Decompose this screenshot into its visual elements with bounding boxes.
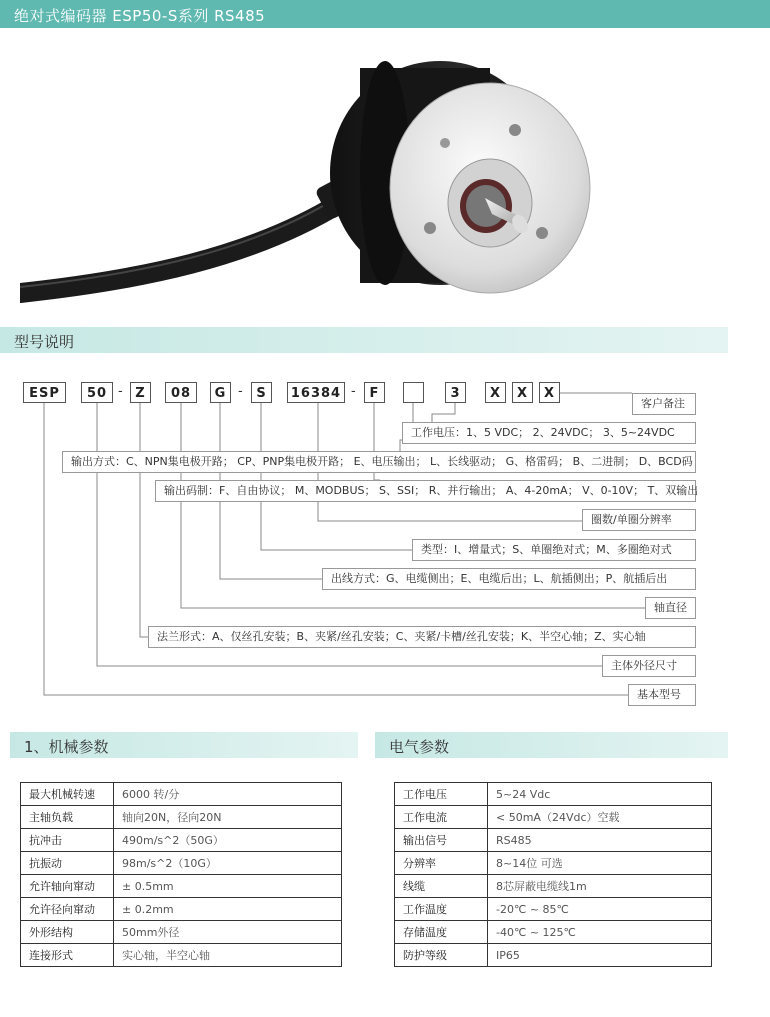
param-value: 98m/s^2（10G） [114,852,342,875]
table-row [21,944,342,967]
model-section-title: 型号说明 [14,333,75,351]
param-name: 工作电流 [395,806,488,829]
param-value: < 50mA（24Vdc）空载 [488,806,712,829]
param-name: 分辨率 [395,852,488,875]
param-name: 防护等级 [395,944,488,967]
param-value: 6000 转/分 [114,783,342,806]
table-row [395,829,712,852]
code-box-remark-1: X [485,382,506,403]
table-row [21,852,342,875]
param-value: 5~24 Vdc [488,783,712,806]
mechanical-table [20,782,342,967]
code-box-cable: G [210,382,231,403]
param-value: 8芯屏蔽电缆线1m [488,875,712,898]
label-diameter: 主体外径尺寸 [602,655,696,677]
electrical-table [394,782,712,967]
table-row [395,875,712,898]
param-name: 工作电压 [395,783,488,806]
table-row [21,875,342,898]
param-name: 工作温度 [395,898,488,921]
param-value: 8~14位 可选 [488,852,712,875]
code-box-flange: Z [130,382,151,403]
param-name: 输出信号 [395,829,488,852]
param-value: 实心轴，半空心轴 [114,944,342,967]
param-value: RS485 [488,829,712,852]
label-flange: 法兰形式：A、仅丝孔安装；B、夹紧/丝孔安装；C、夹紧/卡槽/丝孔安装；K、半空心轴；Z、实心轴 [148,626,696,648]
param-name: 连接形式 [21,944,114,967]
param-value: -40℃ ~ 125℃ [488,921,712,944]
param-name: 线缆 [395,875,488,898]
code-box-voltage: 3 [445,382,466,403]
code-box-output-code: F [364,382,385,403]
code-dash: - [118,384,123,399]
table-row [395,944,712,967]
param-name: 允许轴向窜动 [21,875,114,898]
code-box-shaft: 08 [165,382,197,403]
param-value: 50mm外径 [114,921,342,944]
table-row [395,898,712,921]
param-name: 抗冲击 [21,829,114,852]
code-box-resolution: 16384 [287,382,345,403]
code-box-type: S [251,382,272,403]
code-box-remark-2: X [512,382,533,403]
label-resolution: 圈数/单圈分辨率 [582,509,696,531]
param-name: 允许径向窜动 [21,898,114,921]
code-dash: - [351,384,356,399]
label-voltage: 工作电压：1、5 VDC； 2、24VDC； 3、5~24VDC [402,422,696,444]
table-row [21,829,342,852]
param-name: 抗振动 [21,852,114,875]
label-shaft: 轴直径 [645,597,696,619]
table-row [395,852,712,875]
electrical-section-title: 电气参数 [389,738,450,756]
table-row [395,921,712,944]
param-value: ± 0.5mm [114,875,342,898]
mechanical-section-header [10,732,358,758]
table-row [395,783,712,806]
code-dash: - [238,384,243,399]
electrical-section-header [375,732,728,758]
param-value: IP65 [488,944,712,967]
label-base: 基本型号 [628,684,696,706]
table-row [21,806,342,829]
label-output-code: 输出码制：F、自由协议； M、MODBUS； S、SSI； R、并行输出； A、4-20mA； V、0-10V； T、双输出 [155,480,696,502]
label-remark: 客户备注 [632,393,696,415]
param-name: 外形结构 [21,921,114,944]
label-output-mode: 输出方式：C、NPN集电极开路； CP、PNP集电极开路； E、电压输出； L、长线驱动； G、格雷码； B、二进制； D、BCD码 [62,451,696,473]
table-row [21,898,342,921]
param-name: 主轴负载 [21,806,114,829]
param-value: -20℃ ~ 85℃ [488,898,712,921]
mechanical-section-title: 1、机械参数 [24,738,109,756]
page-title: 绝对式编码器 ESP50-S系列 RS485 [14,7,266,25]
param-name: 最大机械转速 [21,783,114,806]
code-box-diameter: 50 [81,382,113,403]
table-row [21,783,342,806]
param-value: 轴向20N，径向20N [114,806,342,829]
table-row [395,806,712,829]
param-value: ± 0.2mm [114,898,342,921]
label-cable: 出线方式：G、电缆侧出；E、电缆后出；L、航插侧出；P、航插后出 [322,568,696,590]
table-row [21,921,342,944]
label-type: 类型：I、增量式；S、单圈绝对式；M、多圈绝对式 [412,539,696,561]
code-box-esp: ESP [23,382,66,403]
param-value: 490m/s^2（50G） [114,829,342,852]
param-name: 存储温度 [395,921,488,944]
code-box-remark-3: X [539,382,560,403]
